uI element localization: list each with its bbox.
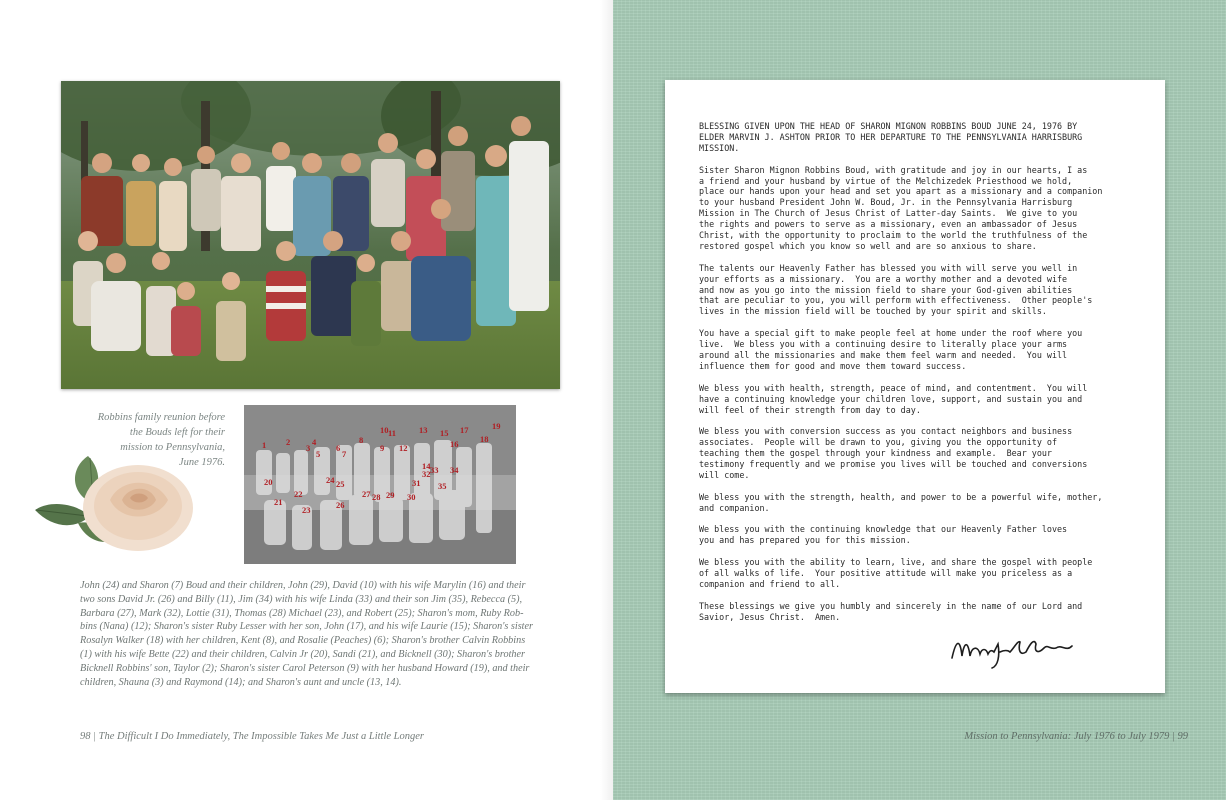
photo-number-label: 14 — [422, 461, 431, 471]
letter-line: and now as you go into the mission field to share your God-given abilities — [699, 284, 1073, 295]
photo-number-label: 4 — [312, 437, 317, 447]
photo-number-label: 21 — [274, 497, 283, 507]
caption-line: June 1976. — [178, 457, 225, 468]
letter-line: place our hands upon your head and set you apart as a missionary and a companion — [699, 186, 1103, 197]
photo-number-label: 19 — [492, 421, 501, 431]
people-identification-text — [80, 579, 540, 689]
photo-number-label: 11 — [388, 428, 397, 438]
letter-body — [699, 121, 1149, 633]
letter-line: companion and friend to all. — [699, 578, 841, 589]
people-text-line: Barbara (27), Mark (32), Lottie (31), Thomas (28) Michael (23), and Robert (25); Sharon's mom, Ruby Rob- — [80, 607, 524, 619]
letter-paragraph — [699, 165, 1149, 252]
photo-number-label: 12 — [399, 443, 408, 453]
photo-number-label: 34 — [450, 465, 459, 475]
photo-number-label: 22 — [294, 489, 303, 499]
letter-line: the rights and powers to serve as a missionary, even an ambassador of Jesus — [699, 219, 1078, 230]
letter-paragraph — [699, 524, 1149, 546]
numbered-reference-photo — [244, 405, 516, 564]
letter-line: around all the missionaries and make them feel warm and needed. You will — [699, 349, 1068, 360]
book-gutter — [600, 0, 613, 800]
photo-number-label: 2 — [286, 437, 291, 447]
letter-line: Savior, Jesus Christ. Amen. — [699, 611, 841, 622]
letter-line: restored gospel which you know so well and are so anxious to share. — [699, 240, 1037, 251]
letter-line: of all walks of life. Your positive attitude will make you priceless as a — [699, 568, 1073, 579]
photo-number-label: 13 — [419, 425, 428, 435]
photo-number-label: 35 — [438, 481, 447, 491]
family-reunion-photo — [61, 81, 560, 389]
letter-line: You have a special gift to make people feel at home under the roof where you — [699, 328, 1083, 339]
letter-line: that are peculiar to you, you will perform with effectiveness. Other people's — [699, 295, 1093, 306]
letter-line: testimony frequently and we promise you lives will be touched and conversions — [699, 459, 1088, 470]
letter-paragraph — [699, 492, 1149, 514]
letter-line: will come. — [699, 469, 750, 480]
letter-paragraph — [699, 383, 1149, 416]
letter-line: have a continuing knowledge your children love, support, and sustain you and — [699, 393, 1083, 404]
letter-line: Christ, with the opportunity to proclaim to the world the truthfulness of the — [699, 230, 1088, 241]
signature — [948, 630, 1078, 672]
letter-line: to your husband President John W. Boud, Jr. in the Pennsylvania Harrisburg — [699, 197, 1073, 208]
photo-number-label: 6 — [336, 443, 341, 453]
letter-line: We bless you with conversion success as you contact neighbors and business — [699, 426, 1073, 437]
letter-paragraph — [699, 263, 1149, 318]
letter-paragraph — [699, 121, 1149, 154]
letter-line: Sister Sharon Mignon Robbins Boud, with gratitude and joy in our hearts, I as — [699, 164, 1088, 175]
people-text-line: (1) with his wife Bette (22) and their children, Calvin Jr (20), Sandi (21), and Bicknell (30); Sharon's brother — [80, 648, 525, 660]
people-text-line: John (24) and Sharon (7) Boud and their children, John (29), David (10) with his wife Marylin (16) and their — [80, 580, 526, 591]
typed-blessing-letter — [665, 80, 1165, 693]
caption-line: the Bouds left for their — [129, 427, 225, 438]
letter-paragraph — [699, 328, 1149, 372]
photo-number-label: 5 — [316, 449, 321, 459]
photo-number-label: 18 — [480, 434, 489, 444]
letter-line: BLESSING GIVEN UPON THE HEAD OF SHARON MIGNON ROBBINS BOUD JUNE 24, 1976 BY — [699, 121, 1078, 131]
photo-number-label: 16 — [450, 439, 459, 449]
letter-line: will feel of their strength from day to day. — [699, 404, 921, 415]
photo-number-label: 23 — [302, 505, 311, 515]
letter-paragraph — [699, 557, 1149, 590]
letter-line: your efforts as a missionary. You are a worthy mother and a devoted wife — [699, 273, 1068, 284]
photo-number-label: 31 — [412, 478, 421, 488]
right-page-folio: Mission to Pennsylvania: July 1976 to July 1979 | 99 — [964, 731, 1188, 742]
photo-number-label: 8 — [359, 435, 364, 445]
people-text-line: bins (Nana) (12); Sharon's sister Ruby Lesser with her son, John (17), and his wife Laurie (15); Sharon's sister — [80, 621, 533, 633]
caption-line: Robbins family reunion before — [97, 412, 225, 423]
letter-line: Mission in The Church of Jesus Christ of Latter-day Saints. We give to you — [699, 208, 1078, 219]
letter-paragraph — [699, 426, 1149, 481]
photo-number-label: 28 — [372, 492, 381, 502]
letter-line: MISSION. — [699, 142, 740, 153]
people-text-line: children, Shauna (3) and Raymond (14); and Sharon's aunt and uncle (13, 14). — [80, 676, 402, 688]
photo-number-label: 7 — [342, 449, 347, 459]
letter-line: lives in the mission field will be touched by your spirit and skills. — [699, 306, 1047, 317]
letter-line: a friend and your husband by virtue of the Melchizedek Priesthood we hold, — [699, 175, 1073, 186]
photo-number-label: 25 — [336, 479, 345, 489]
photo-number-label: 3 — [306, 443, 311, 453]
letter-line: These blessings we give you humbly and sincerely in the name of our Lord and — [699, 600, 1083, 611]
photo-number-label: 20 — [264, 477, 273, 487]
letter-line: associates. People will be drawn to you, giving you the opportunity of — [699, 437, 1057, 448]
letter-line: and companion. — [699, 502, 770, 513]
photo-number-label: 15 — [440, 428, 449, 438]
photo-number-label: 30 — [407, 492, 416, 502]
photo-number-label: 27 — [362, 489, 371, 499]
letter-line: teaching them the gospel through your kindness and example. Bear your — [699, 448, 1052, 459]
caption-line: mission to Pennsylvania, — [120, 442, 225, 453]
rose-illustration — [30, 448, 195, 553]
letter-line: We bless you with the ability to learn, live, and share the gospel with people — [699, 557, 1093, 568]
letter-line: We bless you with the continuing knowledge that our Heavenly Father loves — [699, 524, 1068, 535]
photo-number-label: 26 — [336, 500, 345, 510]
photo-number-label: 33 — [430, 465, 439, 475]
people-text-line: Bicknell Robbins' son, Taylor (2); Sharon's sister Carol Peterson (9) with her husband Howard (19), and their — [80, 662, 530, 674]
photo-number-label: 9 — [380, 443, 385, 453]
letter-line: ELDER MARVIN J. ASHTON PRIOR TO HER DEPARTURE TO THE PENNSYLVANIA HARRISBURG — [699, 131, 1083, 142]
letter-line: The talents our Heavenly Father has blessed you with will serve you well in — [699, 262, 1078, 273]
photo-number-label: 32 — [422, 469, 431, 479]
photo-number-label: 17 — [460, 425, 469, 435]
letter-line: you and has prepared you for this mission. — [699, 535, 911, 546]
people-text-line: two sons David Jr. (26) and Billy (11), Jim (34) with his wife Linda (33) and their son Jim (35), Rebecca (5), — [80, 593, 523, 605]
people-text-line: Rosalyn Walker (18) with her children, Kent (8), and Rosalie (Peaches) (6); Sharon's brother Calvin Robbins — [80, 635, 526, 647]
photo-number-label: 24 — [326, 475, 335, 485]
letter-line: influence them for good and move them toward success. — [699, 360, 967, 371]
letter-line: We bless you with the strength, health, and power to be a powerful wife, mother, — [699, 491, 1103, 502]
left-page-folio: 98 | The Difficult I Do Immediately, The Impossible Takes Me Just a Little Longer — [80, 731, 425, 742]
photo-number-label: 29 — [386, 490, 395, 500]
photo-number-label: 10 — [380, 425, 389, 435]
letter-line: We bless you with health, strength, peace of mind, and contentment. You will — [699, 382, 1088, 393]
letter-paragraph — [699, 601, 1149, 623]
letter-line: live. We bless you with a continuing desire to literally place your arms — [699, 339, 1068, 350]
photo-number-label: 1 — [262, 440, 267, 450]
